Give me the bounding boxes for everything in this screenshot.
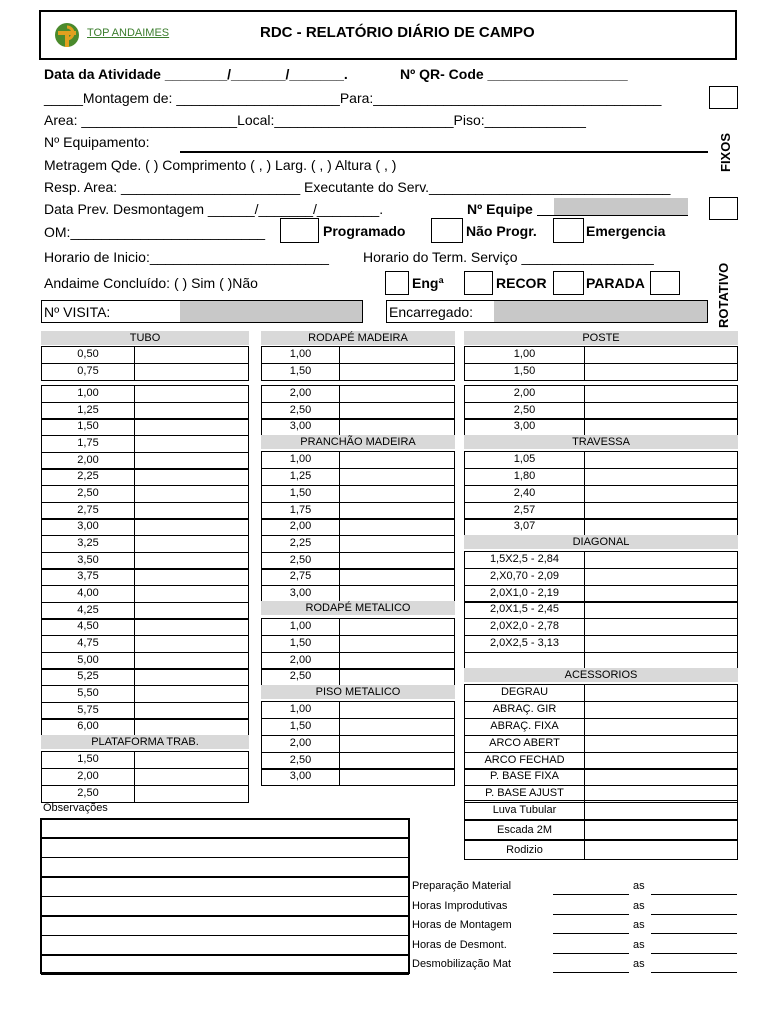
table-row[interactable] <box>464 800 738 820</box>
programado-label: Programado <box>323 223 406 239</box>
row-label: 1,00 <box>42 386 135 402</box>
horas-start-field[interactable] <box>553 894 629 895</box>
table-row[interactable] <box>464 768 738 786</box>
observacoes-frame <box>40 818 410 974</box>
observacoes-label: Observações <box>43 802 108 814</box>
row-label: 3,50 <box>42 553 135 569</box>
data-atividade[interactable]: Data da Atividade ________/_______/_______. <box>44 66 348 82</box>
table-row[interactable] <box>464 385 738 403</box>
row-label: 2,50 <box>262 553 340 569</box>
table-row[interactable] <box>261 518 455 536</box>
table-row[interactable] <box>464 635 738 653</box>
table-row[interactable] <box>464 735 738 753</box>
horario-term-line[interactable]: Horario do Term. Serviço _________________ <box>363 249 654 265</box>
horas-label: Preparação Material <box>412 880 512 892</box>
row-label: 2,00 <box>465 386 585 402</box>
row-label: 2,00 <box>262 736 340 752</box>
row-label: 2,50 <box>262 753 340 769</box>
table-row[interactable] <box>261 701 455 719</box>
row-label: 2,00 <box>262 386 340 402</box>
area-line[interactable]: Area: ____________________Local:_______________________Piso:_____________ <box>44 112 586 128</box>
horas-label: Desmobilização Mat <box>412 958 512 970</box>
horas-end-field[interactable] <box>651 953 737 954</box>
table-row[interactable] <box>261 768 455 786</box>
brand-name: TOP ANDAIMES <box>87 27 170 39</box>
recor-label: RECOR <box>496 275 547 291</box>
row-label: 2,0X2,0 - 2,78 <box>465 619 585 635</box>
visita-field[interactable] <box>180 301 362 322</box>
row-label: 1,5X2,5 - 2,84 <box>465 552 585 568</box>
recor-checkbox[interactable] <box>464 271 493 295</box>
row-label: P. BASE AJUST <box>465 786 585 802</box>
horas-start-field[interactable] <box>553 953 629 954</box>
table-row[interactable] <box>41 535 249 553</box>
nao-progr-label: Não Progr. <box>466 223 537 239</box>
table-row[interactable] <box>41 346 249 364</box>
table-row[interactable] <box>261 718 455 736</box>
row-label: 2,00 <box>262 519 340 535</box>
diagonal-header: DIAGONAL <box>464 535 738 549</box>
horas-end-field[interactable] <box>651 914 737 915</box>
table-row[interactable] <box>41 518 249 536</box>
row-label: Escada 2M <box>465 821 585 839</box>
row-label: ABRAÇ. FIXA <box>465 719 585 735</box>
table-row[interactable] <box>41 435 249 453</box>
row-label: 2,75 <box>42 503 135 519</box>
table-row[interactable] <box>464 485 738 503</box>
row-label: 1,00 <box>262 347 340 363</box>
data-prev-line[interactable]: Data Prev. Desmontagem ______/_______/________. <box>44 201 384 217</box>
table-row[interactable] <box>464 551 738 569</box>
row-label: 5,00 <box>42 653 135 669</box>
table-row[interactable] <box>464 684 738 702</box>
row-label: 4,75 <box>42 636 135 652</box>
acessorios-header: ACESSORIOS <box>464 668 738 682</box>
table-row[interactable] <box>464 418 738 436</box>
table-row[interactable] <box>261 418 455 436</box>
table-row[interactable] <box>464 518 738 536</box>
parada-extra-checkbox[interactable] <box>650 271 680 295</box>
row-label: 2,50 <box>42 786 135 802</box>
num-equipe-underline <box>537 215 688 216</box>
num-equipe-field[interactable] <box>554 198 688 216</box>
table-row[interactable] <box>464 840 738 860</box>
row-label: 4,25 <box>42 603 135 619</box>
row-label: 2,00 <box>262 653 340 669</box>
row-label: 1,25 <box>42 403 135 419</box>
table-row[interactable] <box>261 451 455 469</box>
row-label: 0,50 <box>42 347 135 363</box>
table-row[interactable] <box>464 363 738 381</box>
andaime-concluido-line[interactable]: Andaime Concluído: ( ) Sim ( )Não <box>44 275 258 291</box>
row-label: 1,80 <box>465 469 585 485</box>
row-label: 1,00 <box>262 452 340 468</box>
table-row[interactable] <box>261 468 455 486</box>
table-row[interactable] <box>261 485 455 503</box>
row-label: 1,50 <box>262 636 340 652</box>
row-label: 2,50 <box>262 403 340 419</box>
horas-start-field[interactable] <box>553 933 629 934</box>
table-row[interactable] <box>41 385 249 403</box>
table-row[interactable] <box>261 618 455 636</box>
row-label: 2,25 <box>262 536 340 552</box>
row-label: 2,X0,70 - 2,09 <box>465 569 585 585</box>
parada-checkbox[interactable] <box>553 271 584 295</box>
row-label: 1,50 <box>262 364 340 380</box>
row-label: 2,50 <box>262 669 340 685</box>
horas-as-label: as <box>633 958 645 970</box>
emergencia-checkbox[interactable] <box>553 218 584 243</box>
row-label: 1,25 <box>262 469 340 485</box>
row-label: 4,00 <box>42 586 135 602</box>
horas-end-field[interactable] <box>651 972 737 973</box>
table-row[interactable] <box>261 635 455 653</box>
rotativo-label: ROTATIVO <box>716 262 731 328</box>
row-label: 1,00 <box>465 347 585 363</box>
table-row[interactable] <box>41 635 249 653</box>
montagem-line[interactable]: _____Montagem de: _____________________Para:_____________________________________ <box>44 90 662 106</box>
fixos-checkbox-2[interactable] <box>709 197 738 220</box>
row-label: ARCO FECHAD <box>465 753 585 769</box>
row-label: 0,75 <box>42 364 135 380</box>
horas-as-label: as <box>633 899 645 912</box>
fixos-label: FIXOS <box>718 132 733 172</box>
table-row[interactable] <box>41 685 249 703</box>
horas-label: Horas de Desmont. <box>412 938 507 951</box>
row-label: 3,75 <box>42 569 135 585</box>
row-label: 2,57 <box>465 503 585 519</box>
piso-metalico-header: PISO METALICO <box>261 685 455 699</box>
horario-inicio-line[interactable]: Horario de Inicio:_______________________ <box>44 249 329 265</box>
row-label: 1,50 <box>465 364 585 380</box>
table-row[interactable] <box>261 535 455 553</box>
row-label: 1,00 <box>262 702 340 718</box>
row-label: 3,00 <box>42 519 135 535</box>
row-label: 3,00 <box>262 419 340 435</box>
horas-end-field[interactable] <box>651 894 737 895</box>
table-row[interactable] <box>41 768 249 786</box>
table-row[interactable] <box>464 346 738 364</box>
table-row[interactable] <box>41 585 249 603</box>
row-label: 1,50 <box>42 419 135 435</box>
row-label: 3,00 <box>262 586 340 602</box>
equipamento-label: Nº Equipamento: <box>44 134 150 150</box>
row-label: 3,07 <box>465 519 585 535</box>
row-label: 3,00 <box>465 419 585 435</box>
table-row[interactable] <box>41 718 249 736</box>
pranchao-header: PRANCHÃO MADEIRA <box>261 435 455 449</box>
table-row[interactable] <box>464 701 738 719</box>
row-label: 2,50 <box>42 486 135 502</box>
row-label <box>465 653 585 669</box>
travessa-header: TRAVESSA <box>464 435 738 449</box>
row-label: 5,50 <box>42 686 135 702</box>
horas-start-field[interactable] <box>553 972 629 973</box>
row-label: 2,75 <box>262 569 340 585</box>
row-label: 5,75 <box>42 703 135 719</box>
row-label: 3,00 <box>262 769 340 785</box>
row-label: ARCO ABERT <box>465 736 585 752</box>
horas-as-label: as <box>633 880 645 892</box>
table-row[interactable] <box>464 468 738 486</box>
horas-start-field[interactable] <box>553 914 629 915</box>
row-label: 1,50 <box>262 486 340 502</box>
brand-logo-icon <box>52 21 82 49</box>
plataforma-header: PLATAFORMA TRAB. <box>41 735 249 749</box>
resp-area-line[interactable]: Resp. Area: _______________________ Executante do Serv._______________________________ <box>44 179 671 195</box>
horas-as-label: as <box>633 938 645 951</box>
table-row[interactable] <box>464 601 738 619</box>
visita-label: Nº VISITA: <box>44 304 111 320</box>
row-label: 2,00 <box>42 453 135 469</box>
table-row[interactable] <box>41 568 249 586</box>
row-label: 2,0X1,0 - 2,19 <box>465 586 585 602</box>
table-row[interactable] <box>261 668 455 686</box>
row-label: Luva Tubular <box>465 801 585 819</box>
emergencia-label: Emergencia <box>586 223 666 239</box>
row-label: 5,25 <box>42 669 135 685</box>
encarregado-field[interactable] <box>494 301 707 322</box>
row-label: 4,50 <box>42 619 135 635</box>
nao-progr-checkbox[interactable] <box>431 218 463 243</box>
row-label: 2,0X2,5 - 3,13 <box>465 636 585 652</box>
row-label: 1,05 <box>465 452 585 468</box>
table-row[interactable] <box>464 568 738 586</box>
row-label: Rodizio <box>465 841 585 859</box>
om-line[interactable]: OM:_________________________ <box>44 224 266 240</box>
page-title: RDC - RELATÓRIO DIÁRIO DE CAMPO <box>260 24 535 41</box>
row-label: 2,40 <box>465 486 585 502</box>
horas-label: Horas de Montagem <box>412 919 512 931</box>
table-row[interactable] <box>464 718 738 736</box>
table-row[interactable] <box>41 785 249 803</box>
table-row[interactable] <box>464 820 738 840</box>
row-label: 2,0X1,5 - 2,45 <box>465 602 585 618</box>
programado-checkbox[interactable] <box>280 218 319 243</box>
tubo-header: TUBO <box>41 331 249 345</box>
table-row[interactable] <box>261 568 455 586</box>
row-label: 1,75 <box>42 436 135 452</box>
parada-label: PARADA <box>586 275 645 291</box>
horas-end-field[interactable] <box>651 933 737 934</box>
table-row[interactable] <box>41 468 249 486</box>
horas-as-label: as <box>633 919 645 931</box>
table-row[interactable] <box>41 751 249 769</box>
row-label: 1,50 <box>42 752 135 768</box>
table-row[interactable] <box>261 735 455 753</box>
table-row[interactable] <box>41 418 249 436</box>
enga-checkbox[interactable] <box>385 271 409 295</box>
row-label: P. BASE FIXA <box>465 769 585 785</box>
horas-label: Horas Improdutivas <box>412 899 508 912</box>
row-label: 1,00 <box>262 619 340 635</box>
encarregado-label: Encarregado: <box>389 304 474 320</box>
table-row[interactable] <box>41 485 249 503</box>
table-row[interactable] <box>261 346 455 364</box>
row-label: DEGRAU <box>465 685 585 701</box>
table-row[interactable] <box>41 668 249 686</box>
qr-code[interactable]: Nº QR- Code __________________ <box>400 66 628 82</box>
metragem-line[interactable]: Metragem Qde. ( ) Comprimento ( , ) Larg. ( , ) Altura ( , ) <box>44 157 397 173</box>
table-row[interactable] <box>261 385 455 403</box>
row-label: 3,25 <box>42 536 135 552</box>
row-label: 6,00 <box>42 719 135 735</box>
row-label: 2,50 <box>465 403 585 419</box>
row-label: 2,00 <box>42 769 135 785</box>
table-row[interactable] <box>464 618 738 636</box>
row-label: ABRAÇ. GIR <box>465 702 585 718</box>
rodape-metalico-header: RODAPÉ METALICO <box>261 601 455 615</box>
poste-header: POSTE <box>464 331 738 345</box>
row-label: 2,25 <box>42 469 135 485</box>
table-row[interactable] <box>41 363 249 381</box>
equipamento-field[interactable] <box>180 151 708 153</box>
fixos-checkbox-1[interactable] <box>709 86 738 109</box>
row-label: 1,50 <box>262 719 340 735</box>
enga-label: Engª <box>412 275 444 291</box>
rodape-madeira-header: RODAPÉ MADEIRA <box>261 331 455 345</box>
table-row[interactable] <box>464 451 738 469</box>
num-equipe-label: Nº Equipe <box>467 201 533 217</box>
table-row[interactable] <box>41 618 249 636</box>
table-row[interactable] <box>261 363 455 381</box>
row-label: 1,75 <box>262 503 340 519</box>
